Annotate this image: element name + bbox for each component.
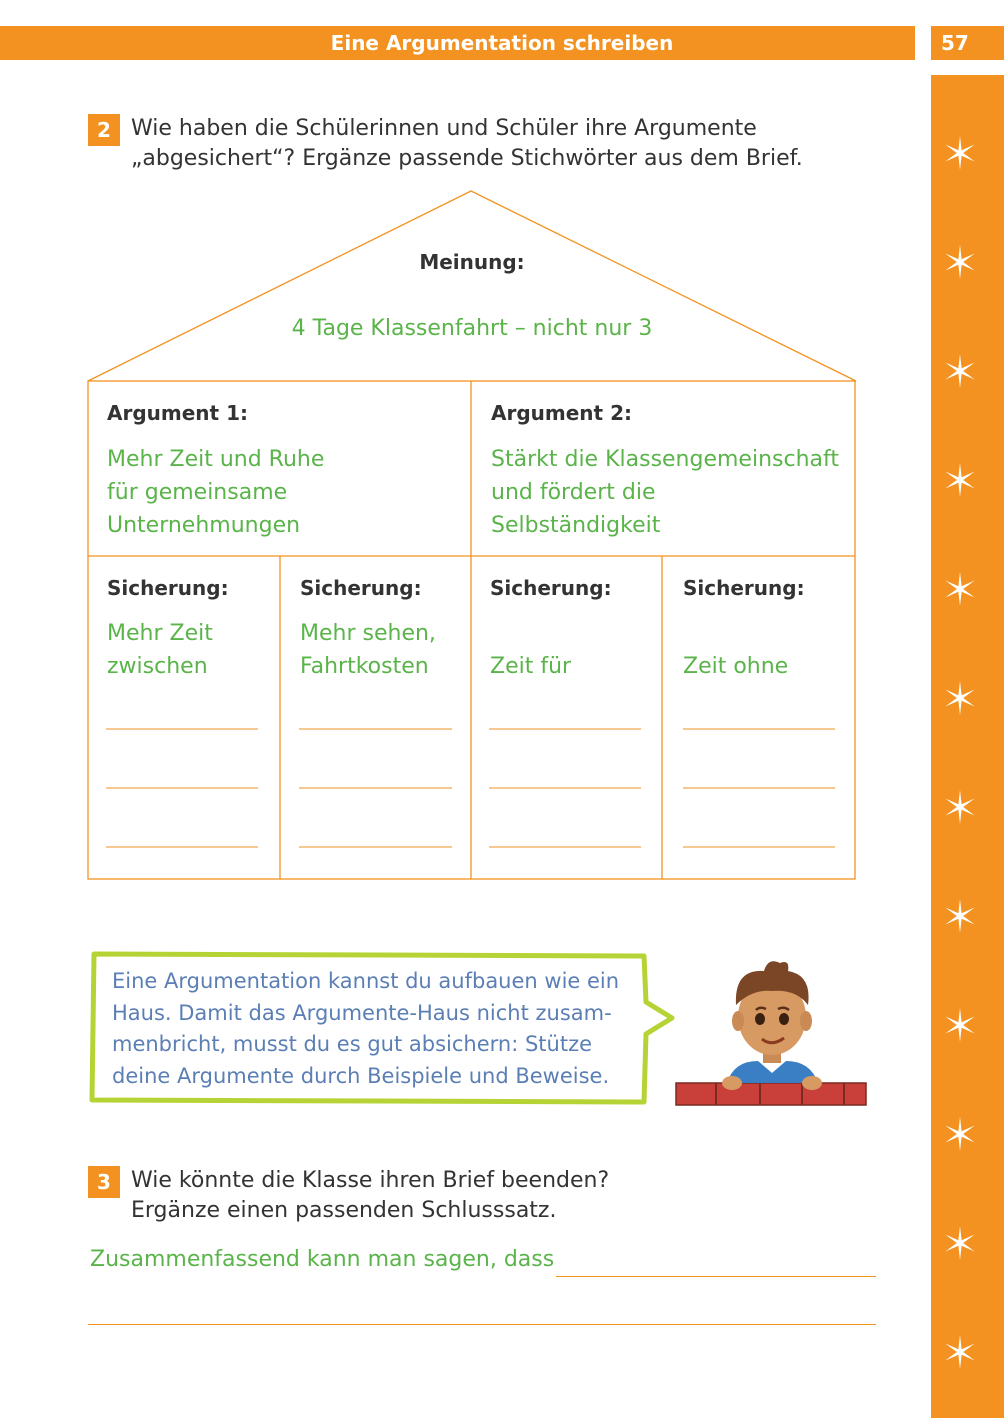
tip-line: Haus. Damit das Argumente-Haus nicht zusam- (112, 1000, 612, 1025)
house-roof (88, 191, 856, 381)
sicherung-label: Sicherung: (683, 576, 805, 600)
sicherung-answer: Zeit ohne (683, 654, 789, 679)
tip-text (112, 966, 642, 1092)
task-number-3: 3 (88, 1166, 120, 1198)
boy-icon (672, 955, 872, 1110)
task-number-2: 2 (88, 114, 120, 146)
answer-write-line[interactable] (88, 1324, 876, 1325)
tip-line: deine Argumente durch Beispiele und Beweise. (112, 1063, 610, 1088)
argument2-line: Stärkt die Klassengemeinschaft (491, 447, 839, 472)
page-title: Eine Argumentation schreiben (330, 31, 674, 55)
opinion-answer: 4 Tage Klassenfahrt – nicht nur 3 (291, 316, 653, 341)
argument1-label: Argument 1: (107, 401, 248, 425)
argument2-line: und fördert die (491, 480, 656, 505)
sicherung-label: Sicherung: (300, 576, 422, 600)
answer-write-line[interactable] (556, 1276, 876, 1277)
argument2-label: Argument 2: (491, 401, 632, 425)
sicherung-answer: Zeit für (490, 654, 572, 679)
task2-line1: Wie haben die Schülerinnen und Schüler ihre Argumente (131, 116, 757, 141)
sicherung-label: Sicherung: (490, 576, 612, 600)
page-number: 57 (931, 26, 1004, 60)
sicherung-answer: Mehr sehen, (300, 621, 436, 646)
sicherung-label: Sicherung: (107, 576, 229, 600)
sicherung-answer: zwischen (107, 654, 208, 679)
argument2-line: Selbständigkeit (491, 513, 661, 538)
tip-line: menbricht, musst du es gut absichern: Stütze (112, 1032, 593, 1056)
task2-line2: „abgesichert“? Ergänze passende Stichwörter aus dem Brief. (131, 146, 803, 171)
closing-sentence-start: Zusammenfassend kann man sagen, dass (90, 1247, 555, 1272)
task3-line2: Ergänze einen passenden Schlusssatz. (131, 1198, 557, 1223)
argument1-line: Unternehmungen (107, 513, 301, 538)
tip-line: Eine Argumentation kannst du aufbauen wie ein (112, 969, 620, 993)
task3-line1: Wie könnte die Klasse ihren Brief beenden? (131, 1168, 610, 1193)
argument1-line: Mehr Zeit und Ruhe (107, 447, 325, 472)
sicherung-answer: Mehr Zeit (107, 621, 213, 646)
argument1-line: für gemeinsame (107, 480, 288, 505)
sicherung-answer: Fahrtkosten (300, 654, 429, 679)
opinion-label: Meinung: (419, 250, 525, 274)
